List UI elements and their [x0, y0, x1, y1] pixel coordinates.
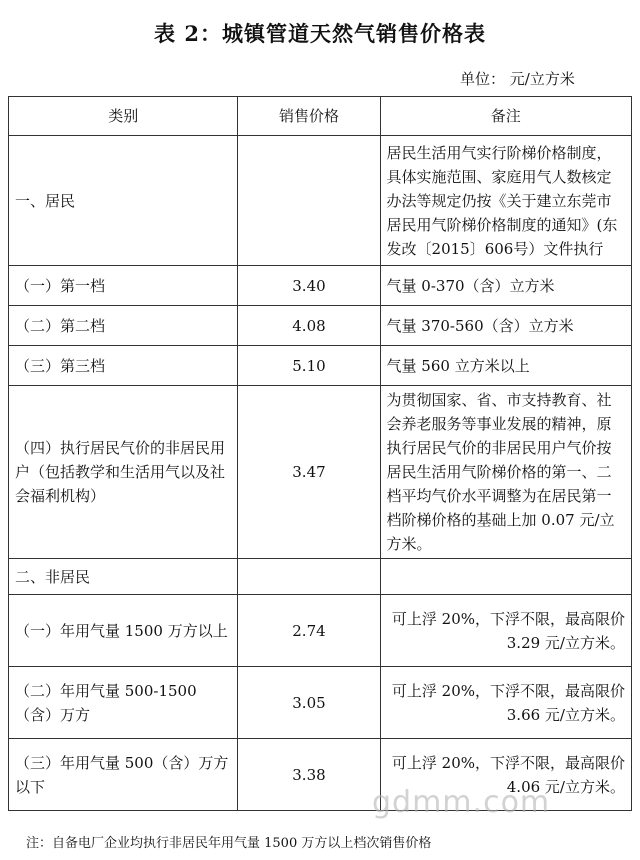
category-cell: （二）年用气量 500-1500（含）万方 [9, 667, 238, 739]
category-cell: （二）第二档 [9, 306, 238, 346]
header-note: 备注 [380, 97, 631, 136]
watermark: gdmm.com [372, 785, 551, 820]
price-cell [238, 136, 380, 266]
table-row [9, 346, 632, 386]
price-cell: 5.10 [238, 346, 380, 386]
category-cell: （三）第三档 [9, 346, 238, 386]
note-cell: 气量 370-560（含）立方米 [380, 306, 631, 346]
category-cell: （一）第一档 [9, 266, 238, 306]
price-cell: 3.40 [238, 266, 380, 306]
unit-label: 单位： 元/立方米 [460, 70, 575, 88]
note-cell: 气量 0-370（含）立方米 [380, 266, 631, 306]
table-row [9, 306, 632, 346]
price-cell: 3.38 [238, 739, 380, 811]
table-row [9, 595, 632, 667]
note-cell: 气量 560 立方米以上 [380, 346, 631, 386]
price-cell: 3.05 [238, 667, 380, 739]
table-row [9, 266, 632, 306]
note-cell: 可上浮 20%，下浮不限，最高限价 3.66 元/立方米。 [380, 667, 631, 739]
table-header-row [9, 97, 632, 136]
price-cell: 2.74 [238, 595, 380, 667]
table-row [9, 136, 632, 266]
header-price: 销售价格 [238, 97, 380, 136]
price-cell [238, 559, 380, 595]
table-row [9, 667, 632, 739]
table-row [9, 559, 632, 595]
footnote: 注：自备电厂企业均执行非居民年用气量 1500 万方以上档次销售价格 [26, 836, 432, 851]
header-category: 类别 [9, 97, 238, 136]
note-cell: 居民生活用气实行阶梯价格制度，具体实施范围、家庭用气人数核定办法等规定仍按《关于建立东莞市居民用气阶梯价格制度的通知》(东发改〔2015〕606号）文件执行 [380, 136, 631, 266]
category-cell: 二、非居民 [9, 559, 238, 595]
table-row [9, 386, 632, 559]
price-cell: 3.47 [238, 386, 380, 559]
note-cell: 可上浮 20%，下浮不限，最高限价 4.06 元/立方米。 [380, 739, 631, 811]
price-cell: 4.08 [238, 306, 380, 346]
price-table [8, 96, 632, 811]
category-cell: （四）执行居民气价的非居民用户（包括教学和生活用气以及社会福利机构） [9, 386, 238, 559]
table-title: 表 2：城镇管道天然气销售价格表 [154, 21, 486, 46]
note-cell: 为贯彻国家、省、市支持教育、社会养老服务等事业发展的精神，原执行居民气价的非居民用户气价按居民生活用气阶梯价格的第一、二档平均气价水平调整为在居民第一档阶梯价格的基础上加 0.07 元/立方米。 [380, 386, 631, 559]
note-cell [380, 559, 631, 595]
category-cell: （三）年用气量 500（含）万方以下 [9, 739, 238, 811]
note-cell: 可上浮 20%，下浮不限，最高限价 3.29 元/立方米。 [380, 595, 631, 667]
category-cell: （一）年用气量 1500 万方以上 [9, 595, 238, 667]
category-cell: 一、居民 [9, 136, 238, 266]
